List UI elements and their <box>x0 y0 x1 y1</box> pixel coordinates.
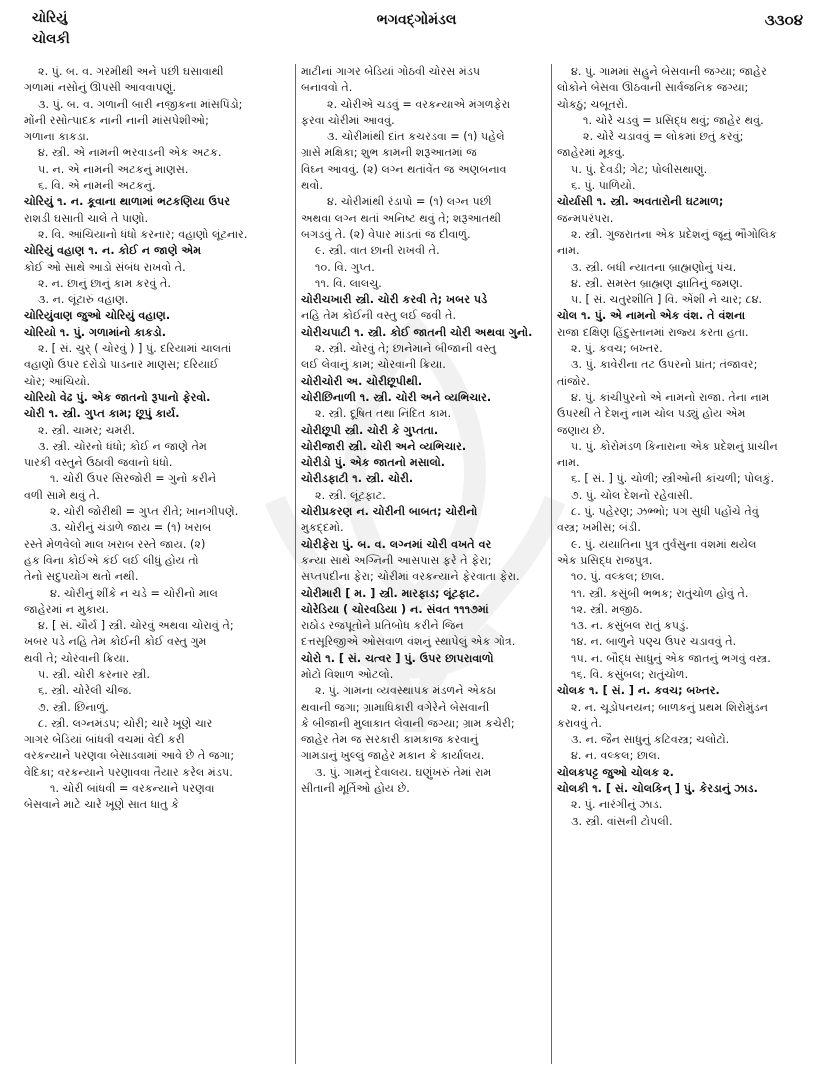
entry-line: ૭. પું. ચોલ દેશનો રહેવાસી. <box>571 488 693 502</box>
entry-line: ૬. સ્ત્રી. ચોરેલી ચીજ. <box>38 684 132 698</box>
entry-line: જણાય છે. <box>557 423 606 437</box>
entry-line: ૨. ન. છાનું છાનું કામ કરવું તે. <box>38 276 171 290</box>
entry-line: રસ્તે મેળવેલો માલ ખરાબ રસ્તે જાય. (૨) <box>24 537 206 551</box>
entry-headword-line: ચોર્યાસી ૧. સ્ત્રી. અવતારોની ઘટમાળ; <box>557 195 724 209</box>
entry-line: બગડવું તે. (૨) વેપાર માંડતાં જ દીવાળું. <box>301 227 471 241</box>
entry-line: ૪. સ્ત્રી. એ નામની ભરવાડની એક અટક. <box>38 146 222 160</box>
entry-line: ૨. સ્ત્રી. ચોરવું તે; છાનેમાને બીજાની વસ્તુ <box>315 342 497 356</box>
entry-line: સપ્તપદીના ફેરા; ચોરીમાં વરકન્યાને ફેરવાતા ફેરા. <box>301 570 520 584</box>
entry-line: ગળામાં નસોનું ઊપસી આવવાપણું. <box>24 81 177 95</box>
entry-line: ૨. સ્ત્રી. દૂષિત તથા નિંદિત કામ. <box>315 407 452 421</box>
entry-line: રાશડી ઘસાતી ચાલે તે પાણો. <box>24 211 149 225</box>
entry-line: ૧૧. વિ. લાલચુ. <box>315 276 382 290</box>
entry-line: ૪. પું. ગામમાં સહુને બેસવાની જગ્યા; જાહેર <box>571 65 767 78</box>
entry-headword-line: ચોરીચખારી સ્ત્રી. ચોરી કરવી તે; ખબર પડે <box>301 293 488 307</box>
entry-line: ૪. પું. કાંચીપુરનો એ નામનો રાજા. તેના નામ <box>571 390 770 404</box>
entry-headword-line: ચોરેડિયા ( ચોરવડિયા ) ન. સંવત ૧૧૧૭માં <box>301 602 489 616</box>
entry-line: ખબર પડે નહિ તેમ કોઈની કોઈ વસ્તુ ગુમ <box>24 635 207 649</box>
entry-line: ૩. ચોરીનું ચંડાળે જાય = (૧) ખરાબ <box>50 521 212 535</box>
entry-line: અથવા લગ્ન થતાં અનિષ્ટ થવું તે; શરૂઆતથી <box>301 211 502 225</box>
entry-line: ૨. ચોરીએ ચડવું = વરકન્યાએ મંગળફેરા <box>327 97 511 111</box>
entry-line: ૪. સ્ત્રી. સમસ્ત બ્રાહ્મણ જ્ઞાતિનું જમણ. <box>571 276 743 290</box>
entry-line: જાહેરમાં મૂકવું. <box>557 146 626 160</box>
entry-line: ૨. સ્ત્રી. લૂંટફાટ. <box>315 488 386 502</box>
entry-line: ૧. ચોરી ઉપર સિરજોરી = ગુનો કરીને <box>50 472 217 486</box>
entry-line: ગામડાનું ખુલ્લું જાહેર મકાન કે કાર્યાલય. <box>301 749 485 763</box>
entry-headword-line: ચોરીડફાટી ૧. સ્ત્રી. ચોરી. <box>301 472 414 486</box>
entry-headword-line: ચોરિયું ૧. ન. કૂવાના થાળામાં ભટકણિયા ઉપર <box>24 195 231 209</box>
entry-headword-line: ચોરીછિનાળી ૧. સ્ત્રી. ચોરી અને વ્યભિચાર. <box>301 390 492 404</box>
entry-line: ૬. પું. પાળિયો. <box>571 179 636 193</box>
entry-line: થવી તે; ચોરવાની ક્રિયા. <box>24 651 130 665</box>
entry-line: ૧૪. ન. બાળુને પણ્ચ ઉપર ચડાવવું તે. <box>571 635 737 649</box>
entry-line: રાઠોડ રજપૂતોને પ્રતિબોધ કરીને જિન <box>301 619 464 633</box>
entry-headword-line: ચોલ ૧. પું. એ નામનો એક વંશ. તે વંશના <box>557 309 746 323</box>
entry-headword-line: ચોરીજારી સ્ત્રી. ચોરી અને વ્યભિચાર. <box>301 439 467 453</box>
entry-line: ૨. પું. બ. વ. ગરમીથી અને પછી ઘસાવાથી <box>38 65 224 78</box>
entry-headword-line: ચોરીડો પું. એક જાતનો મસાલો. <box>301 456 446 470</box>
dictionary-column-2 <box>301 64 547 1064</box>
entry-line: ૭. સ્ત્રી. છિનાળું. <box>38 700 109 714</box>
entry-line: ૫. પું. દેવડી; ગેટ; પોલીસથાણું. <box>571 162 708 176</box>
entry-line: એક પ્રસિદ્ધ રાજપુત્ર. <box>557 553 653 567</box>
entry-line: ૯. પું. યયાતિના પુત્ર તુર્વસુના વંશમાં થયેલ <box>571 537 757 551</box>
entry-line: વરકન્યાને પરણવા બેસાડવામાં આવે છે તે જગા; <box>24 749 235 763</box>
guide-word-last: ચોલકી <box>32 31 70 47</box>
entry-line: પારકી વસ્તુને ઉઠાવી જવાનો ધંધો. <box>24 456 173 470</box>
entry-line: મોંની રસોત્પાદક નાની નાની માંસપેશીઓ; <box>24 113 209 127</box>
entry-line: ૯. સ્ત્રી. વાત છાની રાખવી તે. <box>315 244 440 258</box>
entry-line: ૮. પું. પહેરણ; ઝભ્ભો; પગ સુધી પહોંચે તેવું <box>571 505 759 519</box>
entry-line: કોઈ ઓ સાથે આડો સંબંધ રાખવો તે. <box>24 260 186 274</box>
entry-line: વસ્ત્ર; ખમીસ; બંડી. <box>557 521 641 535</box>
entry-line: ૧૦. વિ. ગુપ્ત. <box>315 260 375 274</box>
entry-headword-line: ચોરીચોરી અ. ચોરીછૂપીથી. <box>301 374 423 388</box>
entry-line: લઈ લેવાનું કામ; ચોરવાની ક્રિયા. <box>301 358 446 372</box>
entry-line: તેનો સદુપયોગ થતો નથી. <box>24 570 139 584</box>
entry-line: ચોર; આંચિયો. <box>24 374 91 388</box>
entry-line: ૧૬. વિ. કસુંબલ; રાતુંચોળ. <box>571 667 689 681</box>
entry-line: બેસવાને માટે ચારે ખૂણે સાત ધાતુ કે <box>24 798 179 812</box>
entry-line: માટીનાં ગાગર બેડિયાં ગોઠવી ચોરસ મંડપ <box>301 65 481 78</box>
entry-line: ૨. પું. કવચ; બખ્તર. <box>571 342 663 356</box>
entry-line: ૨. પું. નારંગીનું ઝાડ. <box>571 798 663 812</box>
entry-line: ૪. ન. વલ્કલ; છાલ. <box>571 749 661 763</box>
entry-line: ૧. ચોરે ચડવું = પ્રસિદ્ધ થવું; જાહેર થવું. <box>583 113 764 127</box>
entry-headword-line: ચોરો ૧. [ સં. ચત્વર ] પું. ઉપર છાપરાવાળો <box>301 651 494 665</box>
entry-line: ૪. ચોરીનું શીંકે ન ચડે = ચોરીનો માલ <box>50 586 218 600</box>
entry-line: ૪. ચોરીમાંથી રંડાપો = (૧) લગ્ન પછી <box>327 195 492 209</box>
entry-headword-line: ચોલક ૧. [ સં. ] ન. કવચ; બખ્તર. <box>557 684 720 698</box>
entry-line: દત્તસૂરિજીએ ઓસવાળ વંશનું સ્થાપેલું એક ગોત્ર. <box>301 635 516 649</box>
entry-line: ૮. સ્ત્રી. લગ્નમંડપ; ચોરી; ચારે ખૂણે ચાર <box>38 716 213 730</box>
entry-headword-line: ચોરી ૧. સ્ત્રી. ગુપ્ત કામ; છૂપું કાર્ય. <box>24 407 180 421</box>
entry-line: ૫. સ્ત્રી. ચોરી કરનાર સ્ત્રી. <box>38 667 150 681</box>
entry-line: ૧૦. પું. વલ્કલ; છાલ. <box>571 570 665 584</box>
dictionary-column-1 <box>24 64 290 1064</box>
entry-line: ૫. [ સં. ચતુરશીતિ ] વિ. એંશી ને ચાર; ૮૪. <box>571 293 763 307</box>
entry-headword-line: ચોરીમારી [ મ. ] સ્ત્રી. મારફાડ; લૂંટફાટ. <box>301 586 480 600</box>
entry-headword-line: ચોરીપ્રકરણ ન. ચોરીની બાબત; ચોરીનો <box>301 505 478 519</box>
entry-headword-line: ચોરિયુંવાણ જુઓ ચોરિયું વહાણ. <box>24 309 171 323</box>
entry-headword-line: ચોરીફેરા પું. બ. વ. લગ્નમાં ચોરી વખતે વર <box>301 537 492 551</box>
entry-line: ગાગર બેડિયાં બાંધવી વચમાં વેદી કરી <box>24 733 185 747</box>
entry-line: ૫. પું. કોરોમંડળ કિનારાના એક પ્રદેશનું પ્રાચીન <box>571 439 778 453</box>
entry-line: ૩. ન. લૂંટારું વહાણ. <box>38 293 129 307</box>
entry-line: ૩. સ્ત્રી. વાંસની ટોપલી. <box>571 814 673 828</box>
entry-line: ૨. સ્ત્રી. ગુજરાતના એક પ્રદેશનું જૂનું ભૌગોલિક <box>571 227 777 241</box>
entry-line: મુકદ્દમો. <box>301 521 344 535</box>
entry-line: જાહેરમાં ન મુકાય. <box>24 602 109 616</box>
entry-line: લોકોને બેસવા ઊઠવાની સાર્વજનિક જગ્યા; <box>557 81 749 95</box>
entry-line: ગળાના કાકડા. <box>24 130 90 144</box>
entry-line: ૨. [ સં. ચુર્ ( ચોરવું ) ] પું. દરિયામાં ચાલતાં <box>38 342 232 356</box>
entry-headword-line: ચોરિયું વહાણ ૧. ન. કોઈ ન જાણે એમ <box>24 244 202 258</box>
entry-line: હક વિના કોઈએ કંઈ લઈ લીધું હોય તો <box>24 553 199 567</box>
entry-line: બનાવવો તે. <box>301 81 353 95</box>
entry-line: રાજા દક્ષિણ હિંદુસ્તાનમાં રાજ્ય કરતા હતા. <box>557 325 749 339</box>
entry-line: ૨. વિ. આંચિયાનો ધંધો કરનાર; વહાણો લૂંટનાર. <box>38 227 248 241</box>
entry-line: કન્યા સાથે અગ્નિની આસપાસ ફરે તે ફેરા; <box>301 553 492 567</box>
entry-line: ૨. ન. ચૂડોપનયન; બાળકનું પ્રથમ શિરોમુંડન <box>571 700 769 714</box>
entry-line: કરાવવું તે. <box>557 716 602 730</box>
entry-line: જન્મપરંપરા. <box>557 211 614 225</box>
entry-line: તાંજોર. <box>557 374 590 388</box>
entry-line: ૨. ચોરે ચડાવવું = લોકમાં છતું કરવું; <box>583 130 744 144</box>
entry-line: ૨. ચોરી જોરીથી = ગુપ્ત રીતે; ખાનગીપણે. <box>50 505 239 519</box>
entry-line: ૧૩. ન. કસુંબલ રાતું કપડું. <box>571 619 689 633</box>
page-number: ૩૩૦૪ <box>764 11 803 29</box>
page-header <box>30 8 803 56</box>
entry-line: નામ. <box>557 244 580 258</box>
column-divider <box>551 64 552 1064</box>
entry-line: ચોકઠું; ચબૂતરો. <box>557 97 628 111</box>
entry-line: ૧૧. સ્ત્રી. કસુંબી ભભક; રાતુંચોળ હોવું તે. <box>571 586 749 600</box>
entry-line: જાહેર તેમ જ સરકારી કામકાજ કરવાનું <box>301 733 479 747</box>
entry-line: ૬. વિ. એ નામની અટકનું. <box>38 179 156 193</box>
entry-line: ગ્રાસે મક્ષિકા; શુભ કામની શરૂઆતમાં જ <box>301 146 477 160</box>
entry-line: થવો. <box>301 179 323 193</box>
entry-line: સીતાની મૂર્તિઓ હોય છે. <box>301 782 410 796</box>
entry-line: ૬. [ સં. ] પું. ચોળી; સ્ત્રીઓની કાંચળી; પોલકું. <box>571 472 775 486</box>
entry-line: ૩. પું. ગામનું દેવાલય. ઘણુંખરું તેમાં રામ <box>315 765 492 779</box>
entry-line: ૩. ચોરીમાંથી દાંત કચરડવા = (૧) પહેલે <box>327 130 505 144</box>
entry-line: વિઘ્ન આવવું. (૨) લગ્ન થતાંવેંત જ અણબનાવ <box>301 162 507 176</box>
entry-line: નહિ તેમ કોઈની વસ્તુ લઈ જવી તે. <box>301 309 457 323</box>
page-title: ભગવદ્ગોમંડલ <box>376 12 457 28</box>
entry-headword-line: ચોલકી ૧. [ સં. ચોલકિન્ ] પું. કેરડાનું ઝાડ. <box>557 782 758 796</box>
entry-line: ૩. પું. કાવેરીના તટ ઉપરનો પ્રાંત; તંજાવર; <box>571 358 758 372</box>
entry-line: ૨. પું. ગામના વ્યવસ્થાપક મંડળને એકઠા <box>315 684 497 698</box>
entry-line: ૩. પું. બ. વ. ગળાની બારી નજીકના માંસપિંડો; <box>38 97 243 111</box>
entry-line: ૩. ન. જૈન સાધુનું કટિવસ્ત્ર; ચલોટો. <box>571 733 730 747</box>
entry-line: ૨. સ્ત્રી. ચામર; ચમરી. <box>38 423 136 437</box>
entry-headword-line: ચોલકપટ્ટ જુઓ ચોલક ૨. <box>557 765 674 779</box>
entry-line: થવાની જગા; ગ્રામાધિકારી વગેરેને બેસવાની <box>301 700 490 714</box>
entry-line: ૧૫. ન. બૌદ્ધ સાધુનું એક જાતનું ભગવું વસ્ત્ર. <box>571 651 771 665</box>
entry-line: મોટો વિશાળ ઓટલો. <box>301 667 394 681</box>
entry-headword-line: ચોરિયો વેઢ પું. એક જાતનો રૂપાનો ફેરવો. <box>24 390 211 404</box>
entry-line: નામ. <box>557 456 580 470</box>
entry-line: વહાણો ઉપર દરોડો પાડનાર માણસ; દરિયાઈ <box>24 358 219 372</box>
entry-line: કે બીજાની મુલાકાત લેવાની જગ્યા; ગ્રામ કચેરી; <box>301 716 515 730</box>
column-divider <box>295 64 296 1064</box>
dictionary-column-3 <box>557 64 803 1064</box>
entry-headword-line: ચોરીછૂપી સ્ત્રી. ચોરી કે ગુપ્તતા. <box>301 423 439 437</box>
entry-line: ૧. ચોરી બાંધવી = વરકન્યાને પરણવા <box>50 782 215 796</box>
entry-line: વળી સામે થવું તે. <box>24 488 100 502</box>
entry-line: વેદિકા; વરકન્યાને પરણાવવા તૈયાર કરેલ મંડપ. <box>24 765 233 779</box>
entry-line: ૫. ન. એ નામની અટકનું માણસ. <box>38 162 189 176</box>
entry-line: ૩. સ્ત્રી. ચોરનો ધંધો; કોઈ ન જાણે તેમ <box>38 439 207 453</box>
entry-headword-line: ચોરીચપાટી ૧. સ્ત્રી. કોઈ જાતની ચોરી અથવા ગુનો. <box>301 325 533 339</box>
entry-line: ૪. [ સં. ચૌર્ય ] સ્ત્રી. ચોરવું અથવા ચોરાવું તે; <box>38 619 234 633</box>
entry-line: ફરવા ચોરીમાં આવવું. <box>301 113 395 127</box>
entry-line: ઉપરથી તે દેશનું નામ ચોલ પડ્યું હોય એમ <box>557 407 746 421</box>
entry-line: ૩. સ્ત્રી. બધી ન્યાતના બ્રાહ્મણોનું પંચ. <box>571 260 737 274</box>
guide-word-first: ચોરિયું <box>32 10 68 26</box>
entry-headword-line: ચોરિયો ૧. પું. ગળામાંનો કાકડો. <box>24 325 166 339</box>
entry-line: ૧૨. સ્ત્રી. મજીઠ. <box>571 602 643 616</box>
